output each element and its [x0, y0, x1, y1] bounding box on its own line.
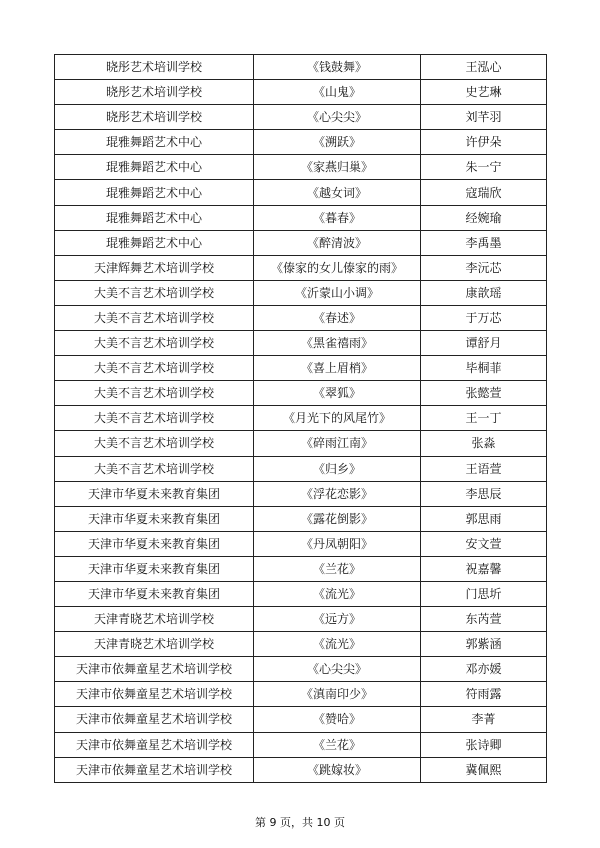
institution-cell: 大美不言艺术培训学校: [55, 356, 254, 381]
performer-cell: 东芮萱: [421, 607, 547, 632]
institution-cell: 大美不言艺术培训学校: [55, 331, 254, 356]
program-cell: 《露花倒影》: [254, 506, 421, 531]
performer-cell: 王语萱: [421, 456, 547, 481]
institution-cell: 晓彤艺术培训学校: [55, 105, 254, 130]
institution-cell: 大美不言艺术培训学校: [55, 431, 254, 456]
institution-cell: 天津市华夏未来教育集团: [55, 481, 254, 506]
institution-cell: 大美不言艺术培训学校: [55, 456, 254, 481]
performer-cell: 李禹墨: [421, 230, 547, 255]
program-cell: 《溯跃》: [254, 130, 421, 155]
program-cell: 《月光下的风尾竹》: [254, 406, 421, 431]
performer-cell: 康歆瑶: [421, 280, 547, 305]
table-row: [55, 305, 547, 330]
performer-cell: 史艺琳: [421, 80, 547, 105]
table-row: [55, 632, 547, 657]
table-row: [55, 406, 547, 431]
institution-cell: 琨雅舞蹈艺术中心: [55, 130, 254, 155]
program-cell: 《暮春》: [254, 205, 421, 230]
performer-cell: 安文萱: [421, 531, 547, 556]
institution-cell: 天津市依舞童星艺术培训学校: [55, 732, 254, 757]
performer-cell: 李沅芯: [421, 255, 547, 280]
performer-cell: 冀佩熙: [421, 757, 547, 782]
institution-cell: 天津辉舞艺术培训学校: [55, 255, 254, 280]
institution-cell: 大美不言艺术培训学校: [55, 381, 254, 406]
table-row: [55, 581, 547, 606]
performer-cell: 李菁: [421, 707, 547, 732]
program-cell: 《傣家的女儿傣家的雨》: [254, 255, 421, 280]
table-row: [55, 732, 547, 757]
institution-cell: 琨雅舞蹈艺术中心: [55, 230, 254, 255]
institution-cell: 琨雅舞蹈艺术中心: [55, 205, 254, 230]
program-cell: 《黑雀禧雨》: [254, 331, 421, 356]
performer-cell: 符雨露: [421, 682, 547, 707]
table-row: [55, 280, 547, 305]
program-cell: 《春述》: [254, 305, 421, 330]
program-cell: 《沂蒙山小调》: [254, 280, 421, 305]
performer-cell: 王泓心: [421, 55, 547, 80]
institution-cell: 琨雅舞蹈艺术中心: [55, 155, 254, 180]
program-cell: 《丹凤朝阳》: [254, 531, 421, 556]
program-cell: 《钱鼓舞》: [254, 55, 421, 80]
table-row: [55, 657, 547, 682]
program-cell: 《翠狐》: [254, 381, 421, 406]
performer-cell: 于万芯: [421, 305, 547, 330]
program-cell: 《家燕归巢》: [254, 155, 421, 180]
program-cell: 《山鬼》: [254, 80, 421, 105]
performer-cell: 经婉瑜: [421, 205, 547, 230]
program-cell: 《流光》: [254, 632, 421, 657]
performer-cell: 王一丁: [421, 406, 547, 431]
program-cell: 《远方》: [254, 607, 421, 632]
performer-cell: 张淼: [421, 431, 547, 456]
program-cell: 《喜上眉梢》: [254, 356, 421, 381]
program-cell: 《越女词》: [254, 180, 421, 205]
program-cell: 《心尖尖》: [254, 105, 421, 130]
program-cell: 《浮花恋影》: [254, 481, 421, 506]
table-row: [55, 356, 547, 381]
table-row: [55, 431, 547, 456]
table-row: [55, 682, 547, 707]
institution-cell: 天津市华夏未来教育集团: [55, 556, 254, 581]
institution-cell: 天津市华夏未来教育集团: [55, 581, 254, 606]
table-row: [55, 130, 547, 155]
program-cell: 《滇南印少》: [254, 682, 421, 707]
results-table-container: [54, 54, 546, 783]
performer-cell: 谭舒月: [421, 331, 547, 356]
program-cell: 《跳嫁妆》: [254, 757, 421, 782]
performer-cell: 朱一宁: [421, 155, 547, 180]
institution-cell: 天津市依舞童星艺术培训学校: [55, 682, 254, 707]
results-table-body: [55, 55, 547, 783]
performer-cell: 张诗卿: [421, 732, 547, 757]
institution-cell: 天津青晓艺术培训学校: [55, 607, 254, 632]
program-cell: 《兰花》: [254, 732, 421, 757]
performer-cell: 门思圻: [421, 581, 547, 606]
institution-cell: 晓彤艺术培训学校: [55, 80, 254, 105]
performer-cell: 张懿萱: [421, 381, 547, 406]
performer-cell: 毕桐菲: [421, 356, 547, 381]
table-row: [55, 205, 547, 230]
table-row: [55, 55, 547, 80]
program-cell: 《归乡》: [254, 456, 421, 481]
table-row: [55, 481, 547, 506]
table-row: [55, 506, 547, 531]
table-row: [55, 105, 547, 130]
institution-cell: 大美不言艺术培训学校: [55, 406, 254, 431]
performer-cell: 郭紫涵: [421, 632, 547, 657]
performer-cell: 许伊朵: [421, 130, 547, 155]
table-row: [55, 180, 547, 205]
institution-cell: 天津市华夏未来教育集团: [55, 506, 254, 531]
program-cell: 《赞哈》: [254, 707, 421, 732]
institution-cell: 琨雅舞蹈艺术中心: [55, 180, 254, 205]
table-row: [55, 531, 547, 556]
institution-cell: 大美不言艺术培训学校: [55, 305, 254, 330]
table-row: [55, 255, 547, 280]
institution-cell: 天津市依舞童星艺术培训学校: [55, 707, 254, 732]
performer-cell: 郭思雨: [421, 506, 547, 531]
program-cell: 《流光》: [254, 581, 421, 606]
performer-cell: 邓亦媛: [421, 657, 547, 682]
program-cell: 《醉清波》: [254, 230, 421, 255]
table-row: [55, 556, 547, 581]
performer-cell: 李思辰: [421, 481, 547, 506]
table-row: [55, 607, 547, 632]
table-row: [55, 80, 547, 105]
table-row: [55, 707, 547, 732]
program-cell: 《心尖尖》: [254, 657, 421, 682]
table-row: [55, 155, 547, 180]
institution-cell: 天津青晓艺术培训学校: [55, 632, 254, 657]
table-row: [55, 331, 547, 356]
performer-cell: 寇瑞欣: [421, 180, 547, 205]
institution-cell: 天津市依舞童星艺术培训学校: [55, 757, 254, 782]
performer-cell: 祝嘉馨: [421, 556, 547, 581]
institution-cell: 天津市华夏未来教育集团: [55, 531, 254, 556]
program-cell: 《碎雨江南》: [254, 431, 421, 456]
table-row: [55, 757, 547, 782]
page-footer: 第 9 页，共 10 页: [255, 816, 345, 829]
table-row: [55, 456, 547, 481]
institution-cell: 晓彤艺术培训学校: [55, 55, 254, 80]
table-row: [55, 381, 547, 406]
performer-cell: 刘芊羽: [421, 105, 547, 130]
institution-cell: 大美不言艺术培训学校: [55, 280, 254, 305]
table-row: [55, 230, 547, 255]
institution-cell: 天津市依舞童星艺术培训学校: [55, 657, 254, 682]
program-cell: 《兰花》: [254, 556, 421, 581]
results-table: [54, 54, 547, 783]
